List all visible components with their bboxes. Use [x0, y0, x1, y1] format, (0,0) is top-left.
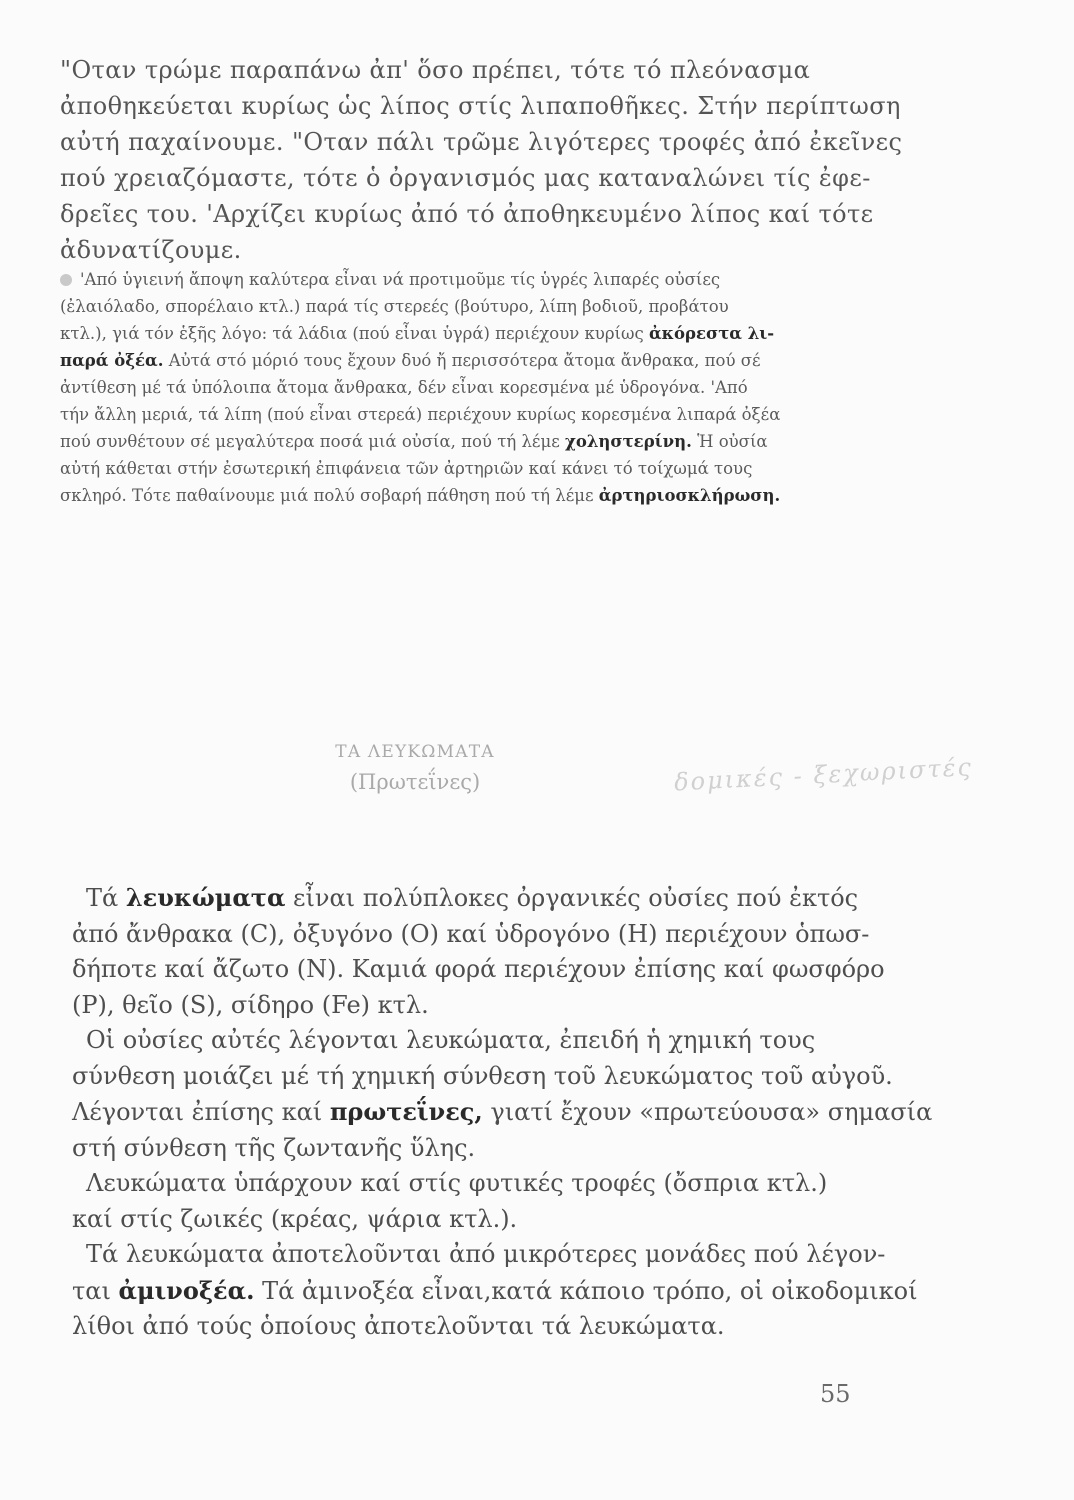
text-line: καί στίς ζωικές (κρέας, ψάρια κτλ.).: [72, 1204, 518, 1233]
text-line: λίθοι ἀπό τούς ὁποίους ἀποτελοῦνται τά λευκώματα.: [72, 1312, 725, 1340]
bold-term: ἀμινοξέα.: [118, 1275, 255, 1305]
body-text: Λέγονται ἐπίσης καί: [72, 1098, 330, 1126]
handwritten-annotation: δομικές - ξεχωριστές: [673, 752, 974, 797]
text-line: Οἱ οὐσίες αὐτές λέγονται λευκώματα, ἐπειδή ἡ χημική τους: [86, 1026, 816, 1054]
text-line: (ἐλαιόλαδο, σπορέλαιο κτλ.) παρά τίς στερεές (βούτυρο, λίπη βοδιοῦ, προβάτου: [60, 297, 729, 316]
note-text: 'Από ὑγιεινή ἄποψη καλύτερα εἶναι νά προτιμοῦμε τίς ὑγρές λιπαρές οὐσίες: [80, 270, 721, 289]
health-note: [60, 266, 850, 509]
top-paragraph: [60, 52, 903, 268]
bold-term: παρά ὀξέα.: [60, 351, 164, 370]
text-line: Τά λευκώματα ἀποτελοῦνται ἀπό μικρότερες μονάδες πού λέγον-: [86, 1240, 886, 1268]
text-line: [60, 266, 850, 293]
text-line: (Ρ), θεῖο (S), σίδηρο (Fe) κτλ.: [72, 990, 429, 1019]
text-line: ἀντίθεση μέ τά ὑπόλοιπα ἄτομα ἄνθρακα, δέν εἶναι κορεσμένα μέ ὑδρογόνα. 'Από: [60, 378, 748, 397]
page-number: 55: [820, 1380, 851, 1408]
body-text: Τά: [86, 884, 126, 912]
bullet-dot-icon: [60, 274, 72, 286]
note-text: Ἡ οὐσία: [691, 432, 768, 451]
bold-term: πρωτεΐνες,: [329, 1097, 483, 1126]
body-text: ται: [72, 1276, 119, 1305]
bold-term: χοληστερίνη.: [564, 432, 692, 451]
section-heading: [310, 742, 520, 794]
text-line: [60, 320, 850, 347]
body-text: εἶναι πολύπλοκες ὀργανικές οὐσίες πού ἐκτός: [285, 884, 859, 912]
section-title: ΤΑ ΛΕΥΚΩΜΑΤΑ: [335, 742, 495, 762]
text-line: [72, 880, 862, 917]
text-line: ἀπό ἄνθρακα (C), ὀξυγόνο (Ο) καί ὑδρογόνο (Η) περιέχουν ὁπωσ-: [72, 919, 870, 948]
text-line: αὐτή παχαίνουμε. "Οταν πάλι τρῶμε λιγότερες τροφές ἀπό ἐκεῖνες: [60, 128, 903, 156]
text-line: αὐτή κάθεται στήν ἐσωτερική ἐπιφάνεια τῶν ἀρτηριῶν καί κάνει τό τοίχωμά τους: [60, 459, 753, 478]
text-line: σύνθεση μοιάζει μέ τή χημική σύνθεση τοῦ λευκώματος τοῦ αὐγοῦ.: [72, 1061, 893, 1090]
proteins-text: [72, 880, 933, 1345]
text-line: Λευκώματα ὑπάρχουν καί στίς φυτικές τροφές (ὄσπρια κτλ.): [86, 1169, 828, 1197]
text-line: τήν ἄλλη μεριά, τά λίπη (πού εἶναι στερεά) περιέχουν κυρίως κορεσμένα λιπαρά ὀξέα: [60, 405, 781, 424]
text-line: [60, 347, 850, 374]
text-line: ἀδυνατίζουμε.: [60, 236, 242, 264]
note-text: σκληρό. Τότε παθαίνουμε μιά πολύ σοβαρή πάθηση πού τή λέμε: [60, 486, 599, 505]
text-line: ἀποθηκεύεται κυρίως ὡς λίπος στίς λιπαποθῆκες. Στήν περίπτωση: [60, 92, 901, 120]
text-line: [60, 428, 850, 455]
note-text: πού συνθέτουν σέ μεγαλύτερα ποσά μιά οὐσία, πού τή λέμε: [60, 432, 565, 451]
bold-term: ἀρτηριοσκλήρωση.: [598, 486, 781, 505]
text-line: [72, 1273, 918, 1310]
text-line: "Οταν τρώμε παραπάνω ἀπ' ὅσο πρέπει, τότε τό πλεόνασμα: [60, 56, 811, 84]
body-text: Τά ἀμινοξέα εἶναι,κατά κάποιο τρόπο, οἱ οἰκοδομικοί: [254, 1276, 918, 1305]
section-subtitle: (Πρωτεΐνες): [349, 770, 481, 794]
text-line: στή σύνθεση τῆς ζωντανῆς ὕλης.: [72, 1133, 476, 1162]
text-line: [60, 482, 850, 509]
bold-term: λευκώματα: [125, 883, 286, 912]
text-line: πού χρειαζόμαστε, τότε ὁ ὀργανισμός μας καταναλώνει τίς ἐφε-: [60, 164, 871, 192]
text-line: [72, 1094, 933, 1131]
text-line: δρεῖες του. 'Αρχίζει κυρίως ἀπό τό ἀποθηκευμένο λίπος καί τότε: [60, 200, 874, 228]
note-text: κτλ.), γιά τόν ἑξῆς λόγο: τά λάδια (πού εἶναι ὑγρά) περιέχουν κυρίως: [60, 324, 649, 343]
note-text: Αὐτά στό μόριό τους ἔχουν δυό ἤ περισσότερα ἄτομα ἄνθρακα, πού σέ: [163, 351, 761, 370]
bold-term: ἀκόρεστα λι-: [648, 324, 775, 343]
text-line: δήποτε καί ἄζωτο (Ν). Καμιά φορά περιέχουν ἐπίσης καί φωσφόρο: [72, 955, 885, 983]
body-text: γιατί ἔχουν «πρωτεύουσα» σημασία: [482, 1098, 933, 1126]
